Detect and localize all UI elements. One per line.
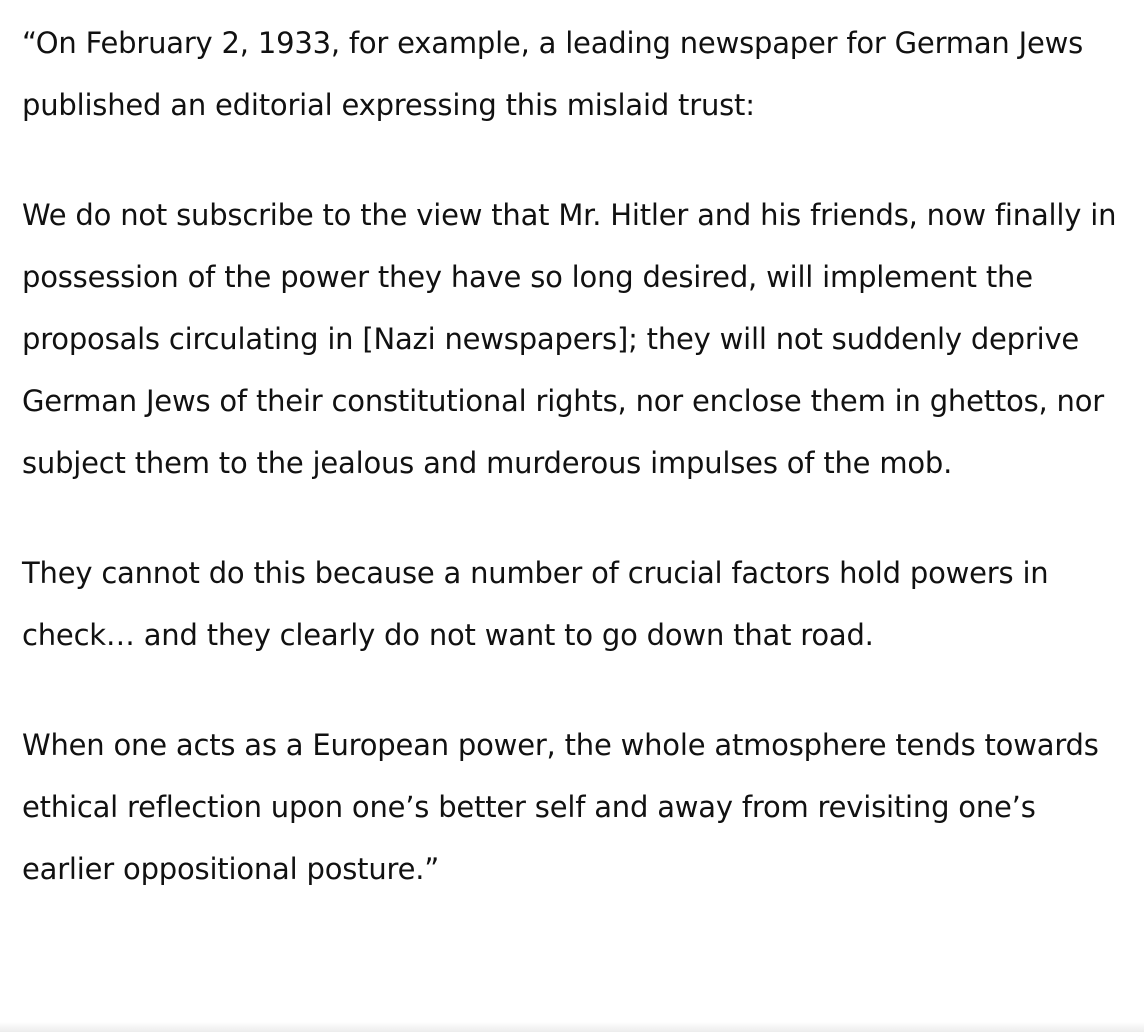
editorial-quote-paragraph-3: When one acts as a European power, the whole atmosphere tends towards ethical reflection upon one’s better self and away from revisiting one’s earlier oppositional posture.” [22,728,1099,886]
bottom-fade-divider [0,1022,1144,1032]
editorial-quote-paragraph-1: We do not subscribe to the view that Mr. Hitler and his friends, now finally in possession of the power they have so long desired, will implement the proposals circulating in [Nazi newspapers]; they will not suddenly deprive German Jews of their constitutional rights, nor enclose them in ghettos, nor subject them to the jealous and murderous impulses of the mob. [22,198,1117,480]
editorial-quote-paragraph-2: They cannot do this because a number of crucial factors hold powers in check… and they clearly do not want to go down that road. [22,556,1049,652]
intro-paragraph: “On February 2, 1933, for example, a leading newspaper for German Jews published an editorial expressing this mislaid trust: [22,26,1084,122]
